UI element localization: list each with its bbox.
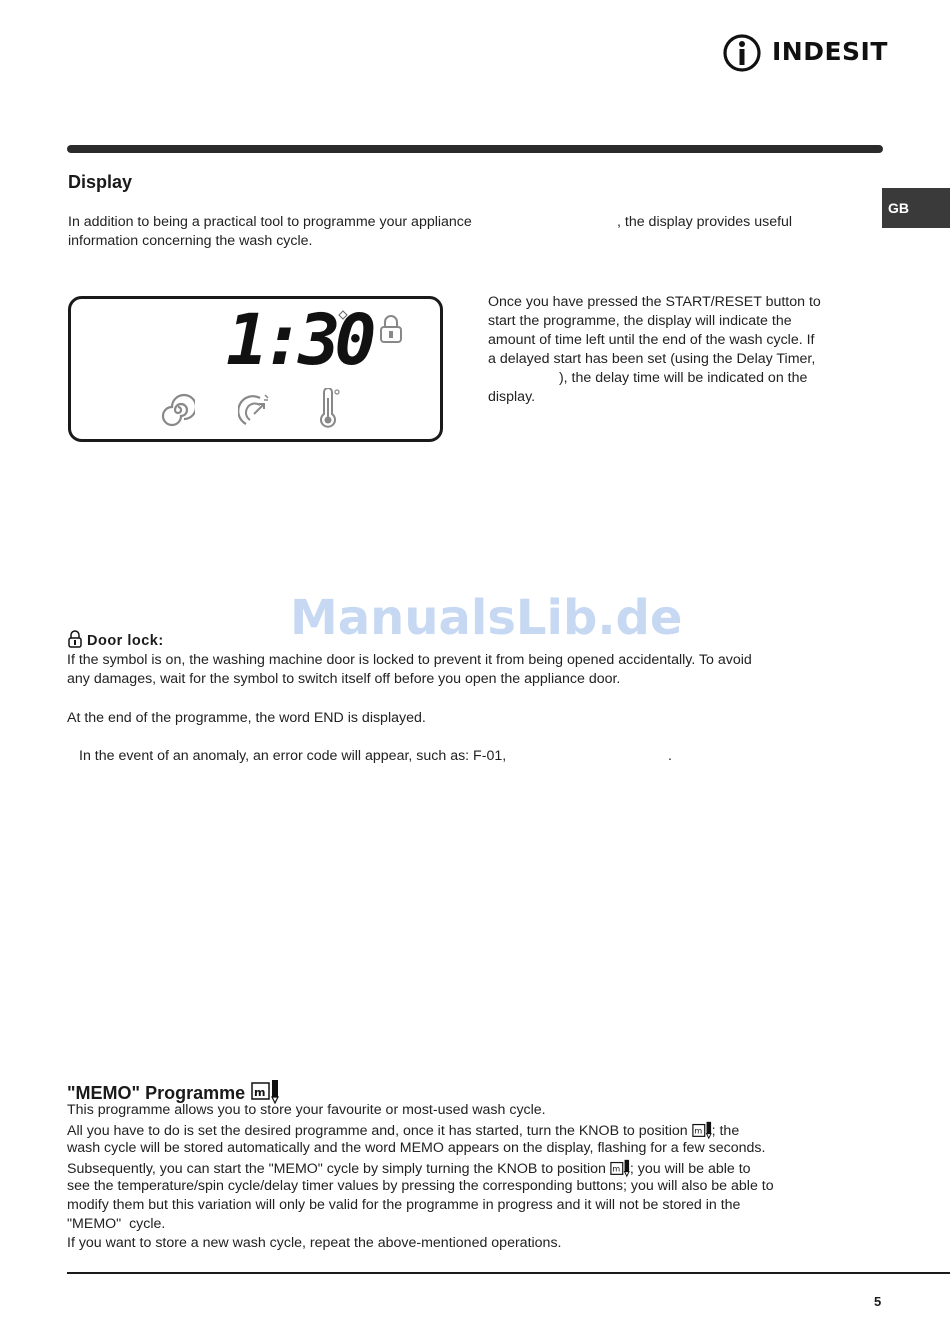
memo-text-line2-b: ; the <box>711 1123 740 1139</box>
memo-text-line5: see the temperature/spin cycle/delay timer values by pressing the corresponding buttons; you will also be able to <box>67 1178 774 1194</box>
door-lock-text-line1: If the symbol is on, the washing machine door is locked to prevent it from being opened accidentally. To avoid <box>67 652 752 668</box>
door-lock-text-line2: any damages, wait for the symbol to switch itself off before you open the appliance door. <box>67 671 621 687</box>
page-number: 5 <box>874 1294 882 1309</box>
memo-text-line1: This programme allows you to store your favourite or most-used wash cycle. <box>67 1102 546 1118</box>
memo-icon <box>610 1158 630 1178</box>
door-lock-heading <box>67 630 164 649</box>
intro-text-line1-tail: , the display provides useful <box>617 214 793 230</box>
memo-text-line2-a: All you have to do is set the desired programme and, once it has started, turn the KNOB to position <box>67 1123 688 1139</box>
anomaly-text: In the event of an anomaly, an error code will appear, such as: F-01, <box>79 748 507 764</box>
diamond-indicator-icon <box>338 310 348 320</box>
top-rule <box>67 145 883 153</box>
memo-text-line8: If you want to store a new wash cycle, repeat the above-mentioned operations. <box>67 1235 562 1251</box>
intro-text-line2: information concerning the wash cycle. <box>68 233 313 249</box>
memo-text-line4-a: Subsequently, you can start the "MEMO" cycle by simply turning the KNOB to position <box>67 1161 606 1177</box>
memo-title: "MEMO" Programme <box>67 1083 246 1103</box>
start-text-line: amount of time left until the end of the wash cycle. If <box>488 332 815 348</box>
memo-text-line6: modify them but this variation will only be valid for the programme in progress and it will not be stored in the <box>67 1197 741 1213</box>
indesit-logo <box>722 31 887 75</box>
start-text-line: display. <box>488 389 536 405</box>
indesit-logo-icon <box>722 31 766 75</box>
section-title-display: Display <box>68 172 133 192</box>
start-text-line: ), the delay time will be indicated on the <box>488 370 808 386</box>
delay-timer-icon <box>238 392 272 428</box>
memo-text-line4-b: ; you will be able to <box>629 1161 751 1177</box>
anomaly-tail: . <box>668 748 672 764</box>
spin-icon <box>161 392 195 428</box>
memo-text-line7: "MEMO" cycle. <box>67 1216 166 1232</box>
language-tab: GB <box>882 188 950 228</box>
svg-text:m: m <box>254 1086 266 1099</box>
bottom-rule <box>67 1272 950 1274</box>
padlock-icon <box>67 630 83 648</box>
start-text-line: Once you have pressed the START/RESET button to <box>488 294 821 310</box>
thermometer-icon <box>316 388 342 430</box>
start-text-line: start the programme, the display will indicate the <box>488 313 792 329</box>
svg-text:m: m <box>612 1163 621 1174</box>
end-text: At the end of the programme, the word END is displayed. <box>67 710 426 726</box>
memo-icon <box>692 1120 712 1140</box>
memo-text-line2 <box>67 1120 739 1141</box>
start-text-line: a delayed start has been set (using the Delay Timer, <box>488 351 816 367</box>
display-panel-illustration <box>68 296 443 442</box>
start-reset-description <box>488 293 868 407</box>
padlock-icon <box>378 314 404 344</box>
door-lock-title: Door lock: <box>87 633 164 649</box>
memo-text-line4 <box>67 1158 751 1179</box>
svg-text:m: m <box>693 1125 702 1136</box>
brand-name: INDESIT <box>772 37 888 66</box>
watermark: ManualsLib.de <box>290 590 683 646</box>
intro-text-line1: In addition to being a practical tool to programme your appliance <box>68 214 472 230</box>
display-time: 1:30 <box>226 299 371 381</box>
memo-text-line3: wash cycle will be stored automatically and the word MEMO appears on the display, flashing for a few seconds. <box>67 1140 766 1156</box>
